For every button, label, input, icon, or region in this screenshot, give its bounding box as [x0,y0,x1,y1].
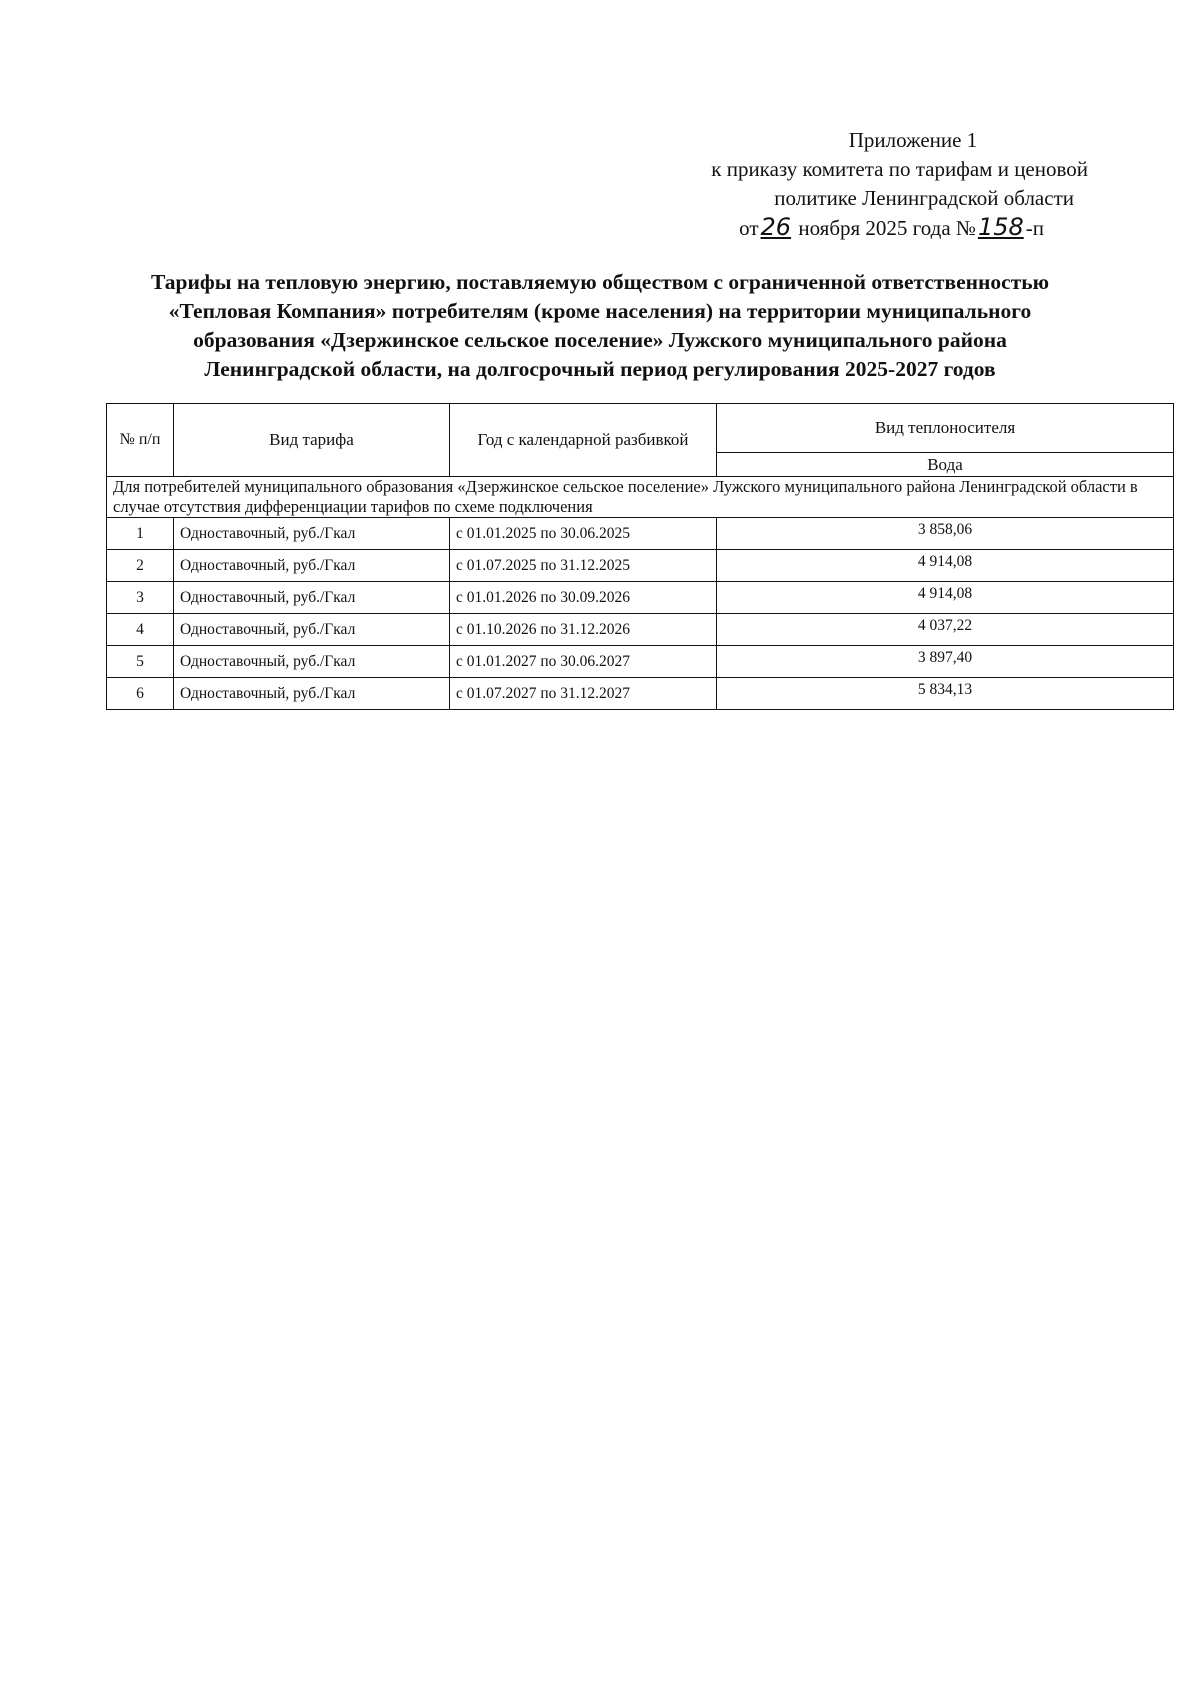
row-value: 4 914,08 [717,550,1174,582]
header-carrier: Вид теплоносителя [717,404,1174,453]
row-num: 4 [107,614,174,646]
title-line-2: «Тепловая Компания» потребителям (кроме населения) на территории муниципального [168,299,1032,323]
row-value: 4 914,08 [717,582,1174,614]
order-suffix: -п [1025,216,1044,240]
row-num: 1 [107,518,174,550]
table-header-row [107,404,1174,453]
row-value: 3 858,06 [717,518,1174,550]
row-num: 5 [107,646,174,678]
handwritten-order-number: 158 [977,213,1024,241]
table-row [107,614,1174,646]
row-value: 4 037,22 [717,614,1174,646]
row-period: с 01.01.2027 по 30.06.2027 [450,646,717,678]
row-value: 5 834,13 [717,678,1174,710]
header-water: Вода [717,453,1174,477]
group-label: Для потребителей муниципального образования «Дзержинское сельское поселение» Лужского муниципального района Ленинградской области в случае отсутствия дифференциации тарифов по схеме подключения [107,477,1174,518]
table-row [107,678,1174,710]
header-year: Год с календарной разбивкой [450,404,717,477]
appendix-line3: политике Ленинградской области [774,186,1074,210]
table-row [107,646,1174,678]
row-period: с 01.10.2026 по 31.12.2026 [450,614,717,646]
row-tariff-kind: Одноставочный, руб./Гкал [174,518,450,550]
row-period: с 01.07.2025 по 31.12.2025 [450,550,717,582]
row-tariff-kind: Одноставочный, руб./Гкал [174,582,450,614]
table-row [107,518,1174,550]
row-period: с 01.07.2027 по 31.12.2027 [450,678,717,710]
header-num: № п/п [107,404,174,477]
row-num: 2 [107,550,174,582]
row-num: 3 [107,582,174,614]
date-prefix: от [739,216,759,240]
table-row [107,550,1174,582]
row-tariff-kind: Одноставочный, руб./Гкал [174,550,450,582]
row-period: с 01.01.2026 по 30.09.2026 [450,582,717,614]
row-value: 3 897,40 [717,646,1174,678]
appendix-title: Приложение 1 [848,128,978,152]
row-tariff-kind: Одноставочный, руб./Гкал [174,646,450,678]
date-rest: ноября 2025 года № [793,216,976,240]
appendix-line2: к приказу комитета по тарифам и ценовой [711,157,1088,181]
row-tariff-kind: Одноставочный, руб./Гкал [174,614,450,646]
group-row [107,477,1174,518]
table-row [107,582,1174,614]
row-period: с 01.01.2025 по 30.06.2025 [450,518,717,550]
appendix-header [608,126,1088,243]
table-body [107,518,1174,710]
title-line-3: образования «Дзержинское сельское поселение» Лужского муниципального района [193,328,1007,352]
title-line-4: Ленинградской области, на долгосрочный период регулирования 2025-2027 годов [204,357,996,381]
title-line-1: Тарифы на тепловую энергию, поставляемую обществом с ограниченной ответственностью [150,270,1050,294]
row-num: 6 [107,678,174,710]
header-tariff-kind: Вид тарифа [174,404,450,477]
document-title [120,268,1080,384]
tariff-table [106,403,1174,710]
appendix-order-date [608,213,1044,243]
handwritten-day: 26 [760,213,792,241]
row-tariff-kind: Одноставочный, руб./Гкал [174,678,450,710]
